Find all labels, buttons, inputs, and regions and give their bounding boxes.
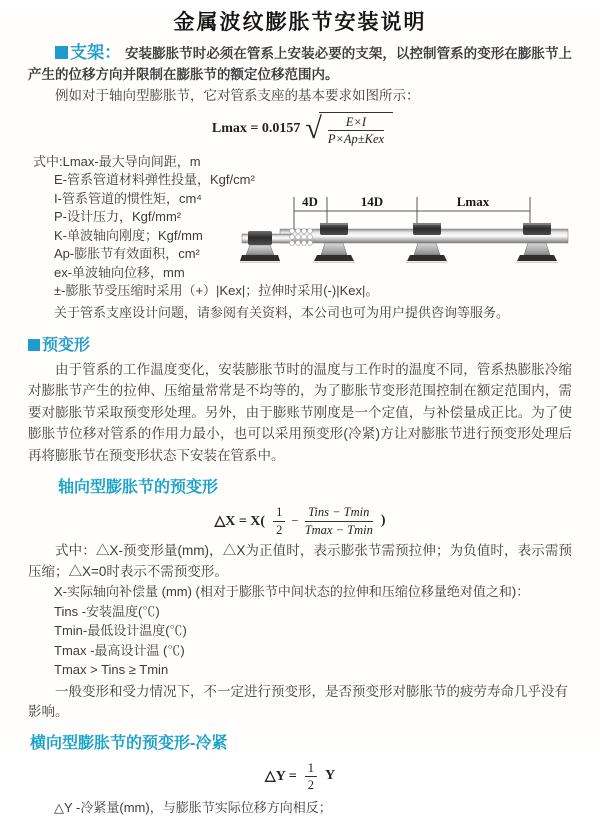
- formula-lhs: Lmax = 0.0157: [211, 121, 301, 137]
- definition-line: Ap-膨胀节有效面积，cm²: [54, 246, 200, 262]
- dim-label-lmax: Lmax: [456, 193, 490, 209]
- axial-note: 一般变形和受力情况下，不一定进行预变形，是否预变形对膨胀节的疲劳寿命几乎没有影响。: [28, 683, 568, 719]
- definition-line: Tmin-最低设计温度(℃): [54, 623, 187, 638]
- predeform-paragraph: 由于管系的工作温度变化，安装膨胀节时的温度与工作时的温度不同，管系热膨胀冷缩对膨胀节产生的拉伸、压缩量常常是不均等的，为了膨胀节变形范围控制在额定范围内，需要对膨胀节采取预变形处理。另外，由于膨账节刚度是一个定值，与补偿量成正比。为了使膨胀节位移对管系的作用力最小，也可以采用预变形(冷紧)方让对膨胀节进行预变形处理后再将膨胀节在预变形状态下安装在管系中。: [28, 361, 572, 463]
- definitions-and-diagram: [28, 153, 572, 322]
- formula-lhs: △X = X(: [214, 513, 266, 529]
- minus-operator: −: [291, 513, 299, 529]
- sqrt-contents: [319, 112, 393, 147]
- sqrt-radical-icon: √: [305, 112, 322, 146]
- half-denominator: 2: [276, 522, 283, 537]
- support-example-text: 例如对于轴向型膨胀节，它对管系支座的基本要求如图所示：: [55, 88, 420, 103]
- axial-definitions: [28, 582, 572, 680]
- axial-subsection-heading: 轴向型膨胀节的预变形: [58, 479, 219, 497]
- consult-note: 关于管系支座设计问题，请参阅有关资料，本公司也可为用户提供咨询等服务。: [54, 304, 510, 320]
- definition-line: Tmax > Tins ≥ Tmin: [54, 662, 169, 677]
- formula-lhs: △Y =: [264, 768, 297, 784]
- definition-line: I-管系管道的惯性矩，cm⁴: [54, 190, 202, 206]
- plus-minus-note: ±-膨胀节受压缩时采用（+）|Kex|；拉伸时采用(-)|Kex|。: [54, 283, 379, 299]
- definition-line: ex-单波轴向位移，mm: [54, 264, 185, 280]
- dim-label-4d: 4D: [302, 193, 318, 209]
- definition-line: Tins -安装温度(℃): [54, 603, 160, 619]
- lmax-formula: [28, 112, 572, 147]
- blue-square-icon: [28, 339, 40, 351]
- formula-denominator: P×Ap±Kex: [327, 132, 385, 147]
- axial-explanation: 式中：△X-预变形量(mm)，△X为正值时，表示膨张节需预拉伸；为负值时，表示需预压缩；△X=0时表示不需预变形。: [28, 543, 572, 579]
- definition-line: K-单波轴向刚度；Kgf/mm: [54, 227, 203, 243]
- blue-square-icon: [55, 46, 68, 59]
- temp-numerator: Tins − Tmin: [305, 505, 373, 521]
- definition-line: X-实际轴向补偿量 (mm) (相对于膨胀节中间状态的拉伸和压缩位移量绝对值之和)：: [54, 584, 530, 599]
- half-numerator: 1: [305, 761, 317, 777]
- axial-formula: [28, 505, 572, 537]
- formula-numerator: E×I: [328, 115, 384, 131]
- definition-line: Tmax -最高设计温 (℃): [54, 642, 185, 658]
- formula-rhs: ): [380, 513, 386, 529]
- support-section-heading: [55, 43, 121, 62]
- support-intro-text: 安装膨胀节时必须在管系上安装必要的支架，以控制管系的变形在膨胀节上产生的位移方向并限制在膨胀节的额定位移范围内。: [28, 46, 572, 82]
- support-heading-text: 支架：: [70, 43, 122, 62]
- formula-rhs: Y: [324, 768, 336, 784]
- lateral-subsection-heading: 横向型膨胀节的预变形-冷紧: [30, 734, 228, 752]
- definition-line: 式中:Lmax-最大导向间距，m: [33, 153, 201, 169]
- lateral-note: △Y -冷紧量(mm)，与膨胀节实际位移方向相反；: [54, 800, 332, 816]
- predeform-section-heading: [28, 332, 572, 355]
- half-numerator: 1: [273, 505, 285, 521]
- predeform-heading-text: 预变形: [42, 336, 91, 354]
- definition-line: P-设计压力，Kgf/mm²: [54, 209, 182, 225]
- definition-line: E-管系管道材料弹性投量，Kgf/cm²: [54, 172, 255, 188]
- document-page: [0, 10, 600, 816]
- support-paragraph: [28, 42, 572, 85]
- half-denominator: 2: [307, 777, 314, 792]
- temp-denominator: Tmax − Tmin: [304, 522, 373, 537]
- dim-label-14d: 14D: [360, 193, 384, 209]
- page-title: 金属波纹膨胀节安装说明: [173, 11, 427, 34]
- pipe-support-spacing-diagram: [240, 191, 592, 291]
- lateral-formula: [28, 761, 572, 793]
